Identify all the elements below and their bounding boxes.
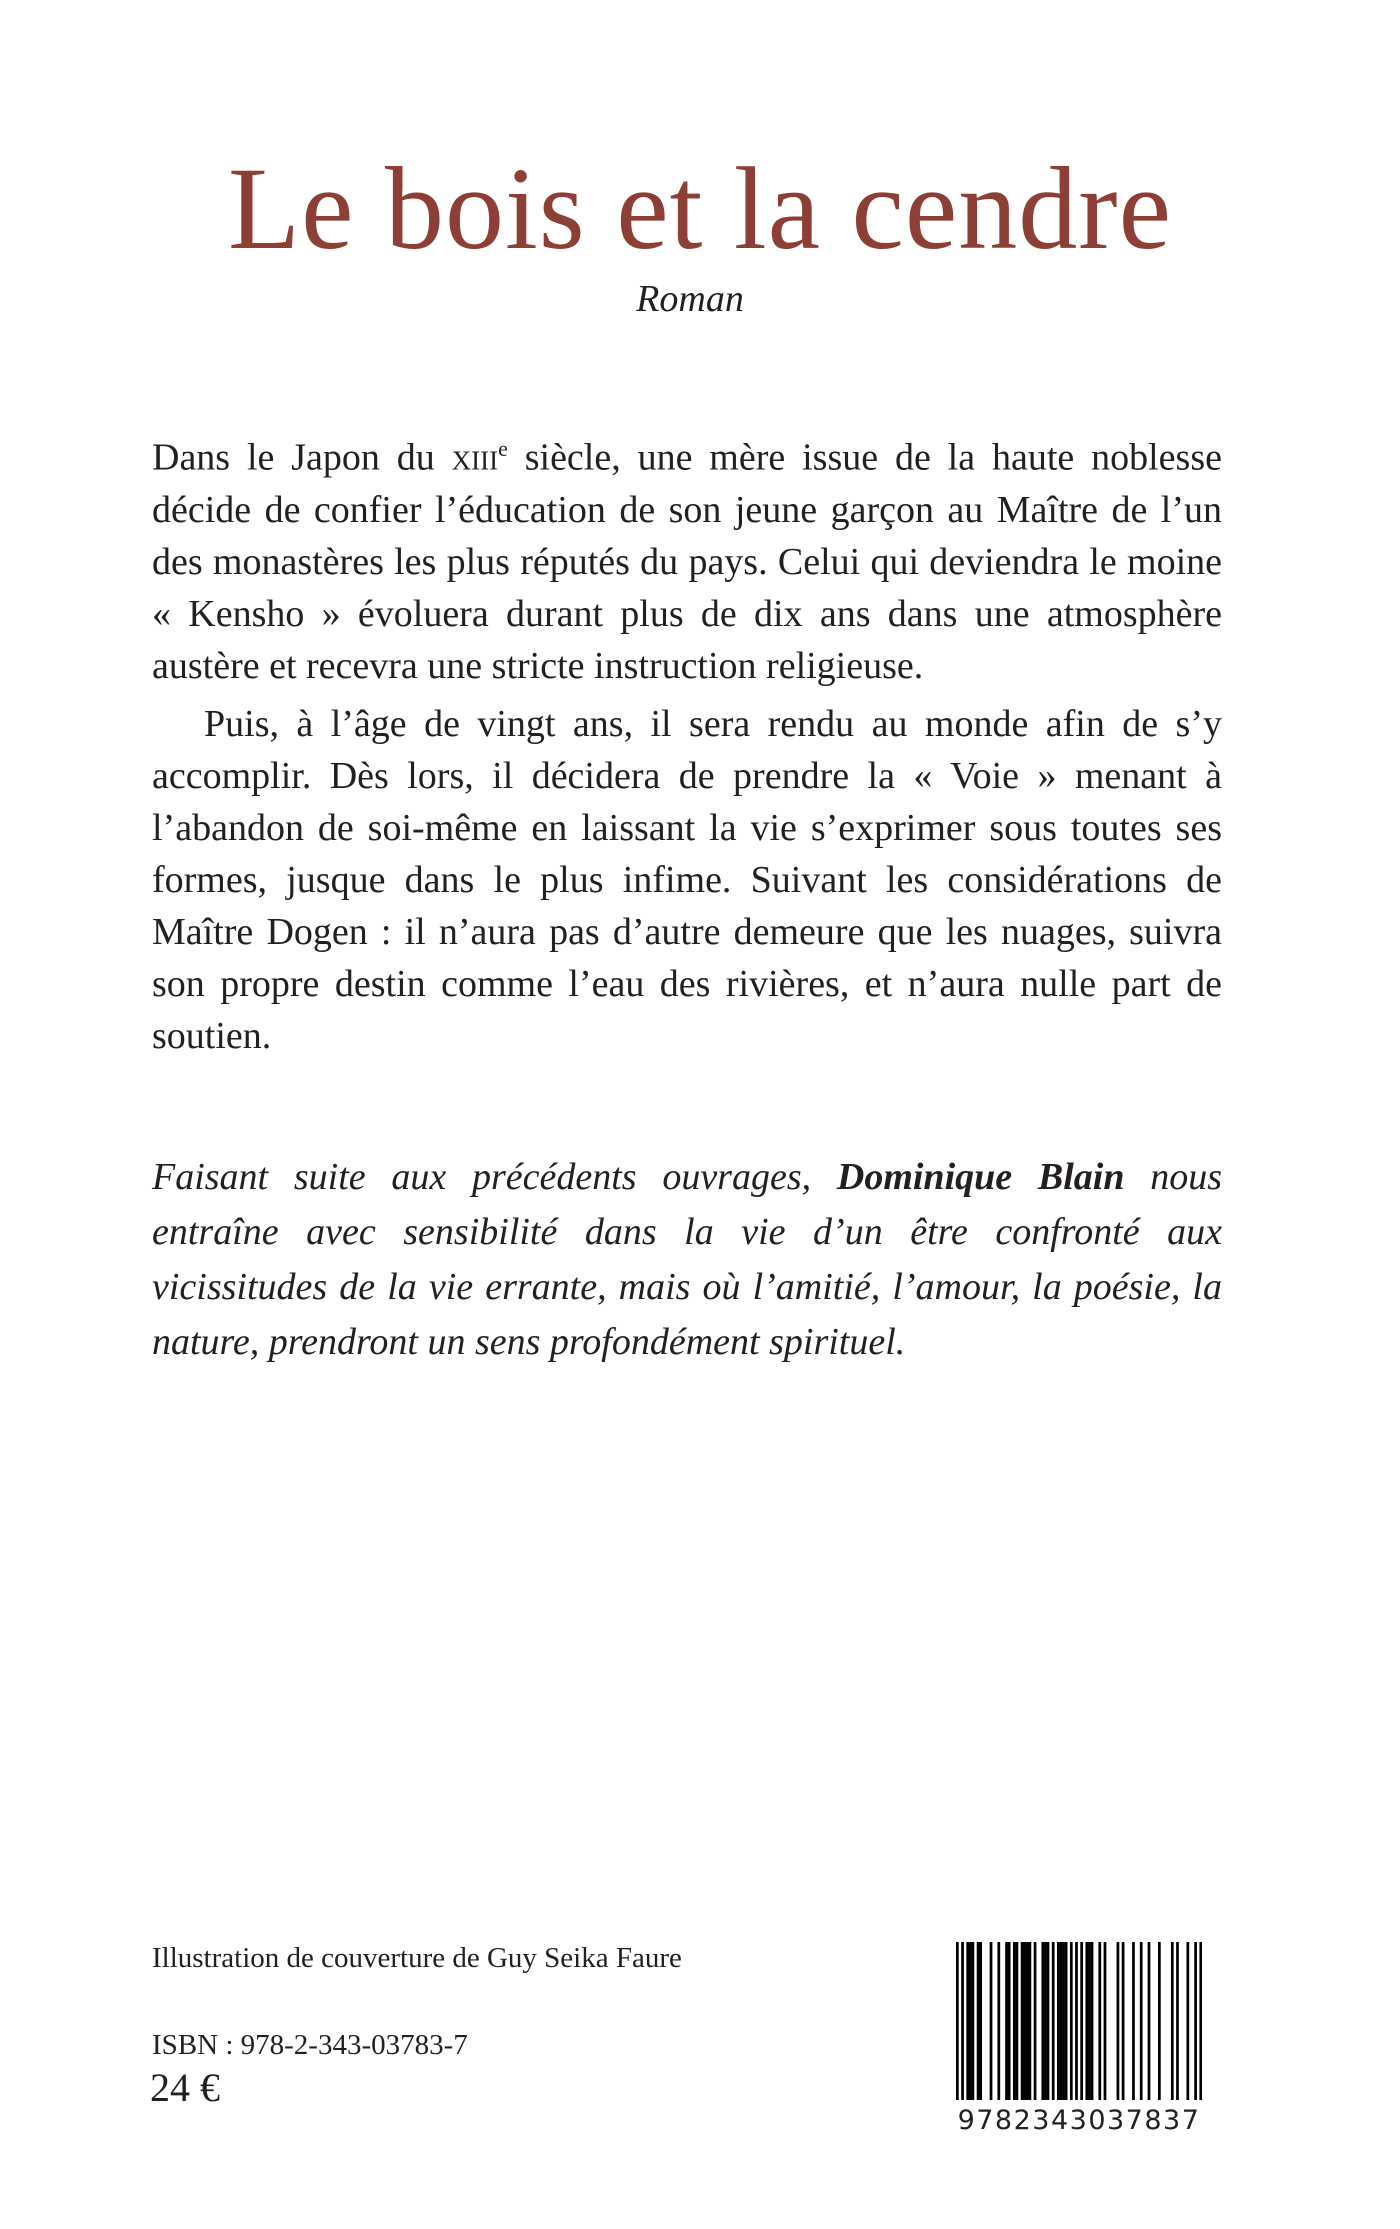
barcode-bar (972, 1942, 975, 2100)
barcode-bar (1044, 1942, 1047, 2100)
barcode-bar (1117, 1942, 1120, 2100)
author-name: Dominique Blain (836, 1156, 1125, 1198)
barcode-bar (990, 1942, 993, 2100)
author-blurb (152, 1150, 1222, 1370)
synopsis-p1-rest: siècle, une mère issue de la haute noblesse décide de confier l’éducation de son jeune garçon au Maître de l’un des monastères les plus réputés du pays. Celui qui deviendra le moine « Kensho » évoluera durant plus de dix ans dans une atmosphère austère et recevra une stricte instruction religieuse. (152, 436, 1222, 687)
barcode-bar (1148, 1942, 1151, 2100)
book-genre: Roman (636, 278, 744, 320)
barcode-digits: 9782343037837 (957, 2105, 1201, 2136)
barcode-bar (1052, 1942, 1055, 2100)
barcode-bar (1075, 1942, 1078, 2100)
blurb-start: Faisant suite aux précédents ouvrages, (152, 1156, 837, 1198)
illustration-credit: Illustration de couverture de Guy Seika Faure (152, 1942, 682, 1974)
barcode-bar (977, 1942, 980, 2100)
price: 24 € (150, 2065, 220, 2110)
book-title: Le bois et la cendre (228, 143, 1172, 274)
barcode-bar (1008, 1942, 1011, 2100)
barcode-bar (966, 1942, 969, 2100)
barcode-bars (956, 1942, 1202, 2102)
barcode-bar (1194, 1942, 1197, 2100)
isbn: ISBN : 978-2-343-03783-7 (152, 2029, 468, 2061)
barcode-bar (1140, 1942, 1143, 2100)
barcode-bar (961, 1942, 964, 2100)
barcode (956, 1942, 1202, 2136)
barcode-bar (1091, 1942, 1094, 2100)
barcode-bar (1199, 1942, 1202, 2100)
barcode-bar (1132, 1942, 1135, 2100)
barcode-bar (1186, 1942, 1189, 2100)
barcode-bar (1021, 1942, 1024, 2100)
barcode-bar (1041, 1942, 1044, 2100)
synopsis-paragraph-1 (152, 423, 1222, 692)
barcode-bar (1029, 1942, 1032, 2100)
barcode-bar (1047, 1942, 1050, 2100)
barcode-bar (1005, 1942, 1008, 2100)
barcode-bar (1062, 1942, 1065, 2100)
barcode-bar (979, 1942, 982, 2100)
barcode-bar (1171, 1942, 1174, 2100)
blurb-end: nous entraîne avec sensibilité dans la vie d’un être confronté aux vicissitudes de la vie errante, mais où l’amitié, l’amour, la poésie, la nature, prendront un sens profondément spirituel. (152, 1156, 1222, 1363)
century-superscript: e (498, 436, 508, 461)
synopsis-p1-start: Dans le Japon du (152, 436, 452, 479)
barcode-bar (1013, 1942, 1016, 2100)
barcode-bar (1034, 1942, 1037, 2100)
barcode-bar (1085, 1942, 1088, 2100)
synopsis-paragraph-2: Puis, à l’âge de vingt ans, il sera rendu au monde afin de s’y accomplir. Dès lors, il décidera de prendre la « Voie » menant à l’abandon de soi-même en laissant la vie s’exprimer sous toutes ses formes, jusque dans le plus infime. Suivant les considérations de Maître Dogen : il n’aura pas d’autre demeure que les nuages, suivra son propre destin comme l’eau des rivières, et n’aura nulle part de soutien. (152, 702, 1222, 1057)
barcode-bar (1098, 1942, 1101, 2100)
barcode-bar (1065, 1942, 1068, 2100)
barcode-bar (1060, 1942, 1063, 2100)
barcode-bar (1176, 1942, 1179, 2100)
century-numeral: xiii (451, 436, 499, 479)
barcode-bar (956, 1942, 959, 2100)
barcode-bar (1104, 1942, 1107, 2100)
barcode-bar (997, 1942, 1000, 2100)
barcode-bar (1016, 1942, 1019, 2100)
barcode-bar (969, 1942, 972, 2100)
barcode-bar (1070, 1942, 1073, 2100)
barcode-bar (1023, 1942, 1026, 2100)
barcode-bar (1080, 1942, 1083, 2100)
barcode-bar (1057, 1942, 1060, 2100)
barcode-bar (1158, 1942, 1161, 2100)
synopsis (152, 423, 1222, 1062)
barcode-bar (1088, 1942, 1091, 2100)
barcode-bar (1026, 1942, 1029, 2100)
barcode-bar (1122, 1942, 1125, 2100)
